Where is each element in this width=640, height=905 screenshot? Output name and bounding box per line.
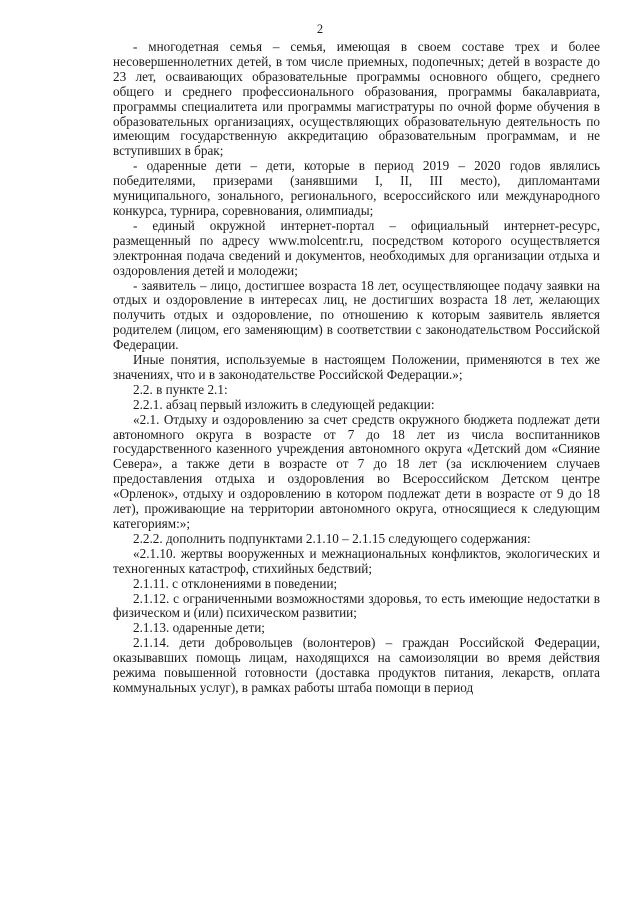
paragraph-gifted-children-definition: - одаренные дети – дети, которые в период 2019 – 2020 годов являлись победителями, призерами (занявшими I, II, III место), дипломантами муниципального, зонального, регионального, всероссийского или международного конкурса, турнира, соревнования, олимпиады; <box>113 158 600 218</box>
paragraph-clause-2-2: 2.2. в пункте 2.1: <box>133 381 228 397</box>
paragraph-clause-2-1-12: 2.1.12. с ограниченными возможностями здоровья, то есть имеющие недостатки в физическом и (или) психическом развитии; <box>113 590 600 621</box>
page-number: 2 <box>316 22 324 36</box>
paragraph-clause-2-1-10: «2.1.10. жертвы вооруженных и межнациональных конфликтов, экологических и техногенных катастроф, стихийных бедствий; <box>113 545 600 576</box>
paragraph-internet-portal: - единый окружной интернет-портал – официальный интернет-ресурс, размещенный по адресу www.molcentr.ru, посредством которого осуществляется электронная подача сведений и документов, необходимых для организации отдыха и оздоровления детей и молодежи; <box>113 217 600 278</box>
paragraph-clause-2-1-13: 2.1.13. одаренные дети; <box>133 620 265 636</box>
document-body <box>113 40 600 696</box>
paragraph-clause-2-1-14: 2.1.14. дети добровольцев (волонтеров) – граждан Российской Федерации, оказывавших помощь лицам, находящихся на самоизоляции во время действия режима повышенной готовности (доставка продуктов питания, лекарств, оплата коммунальных услуг), в рамках работы штаба помощи в период <box>113 635 600 695</box>
paragraph-other-concepts: Иные понятия, используемые в настоящем Положении, применяются в тех же значениях, что и в законодательстве Российской Федерации.»; <box>113 352 600 382</box>
paragraph-clause-2-2-1: 2.2.1. абзац первый изложить в следующей редакции: <box>133 396 435 412</box>
paragraph-clause-2-2-2: 2.2.2. дополнить подпунктами 2.1.10 – 2.1.15 следующего содержания: <box>133 530 531 546</box>
paragraph-applicant: - заявитель – лицо, достигшее возраста 18 лет, осуществляющее подачу заявки на отдых и оздоровление в интересах лиц, не достигших возраста 18 лет, желающих получить отдых и оздоровление, по отношению к которым заявитель является родителем (лицом, его заменяющим) в соответствии с законодательством Российской Федерации. <box>113 277 600 353</box>
paragraph-clause-2-1-11: 2.1.11. с отклонениями в поведении; <box>133 575 338 591</box>
paragraph-clause-2-1-text: «2.1. Отдыху и оздоровлению за счет средств окружного бюджета подлежат дети автономного округа в возрасте от 7 до 18 лет из числа воспитанников государственного казенного учреждения автономного округа «Детский дом «Сияние Севера», а также дети в возрасте от 7 до 18 лет (за исключением случаев предоставления отдыха и оздоровления во Всероссийском Детском центре «Орленок», отдыху и оздоровлению в котором подлежат дети в возрасте от 9 до 18 лет), проживающие на территории автономного округа, относящиеся к следующим категориям:»; <box>113 411 600 531</box>
paragraph-large-family: - многодетная семья – семья, имеющая в своем составе трех и более несовершеннолетних детей, в том числе приемных, подопечных; детей в возрасте до 23 лет, осваивающих образовательные программы основного общего, среднего общего и среднего профессионального образования, программы бакалавриата, программы специалитета или программы магистратуры по очной форме обучения в образовательных организациях, осуществляющих образовательную деятельность по имеющим государственную аккредитацию образовательным программам, и не вступивших в брак; <box>113 39 600 159</box>
